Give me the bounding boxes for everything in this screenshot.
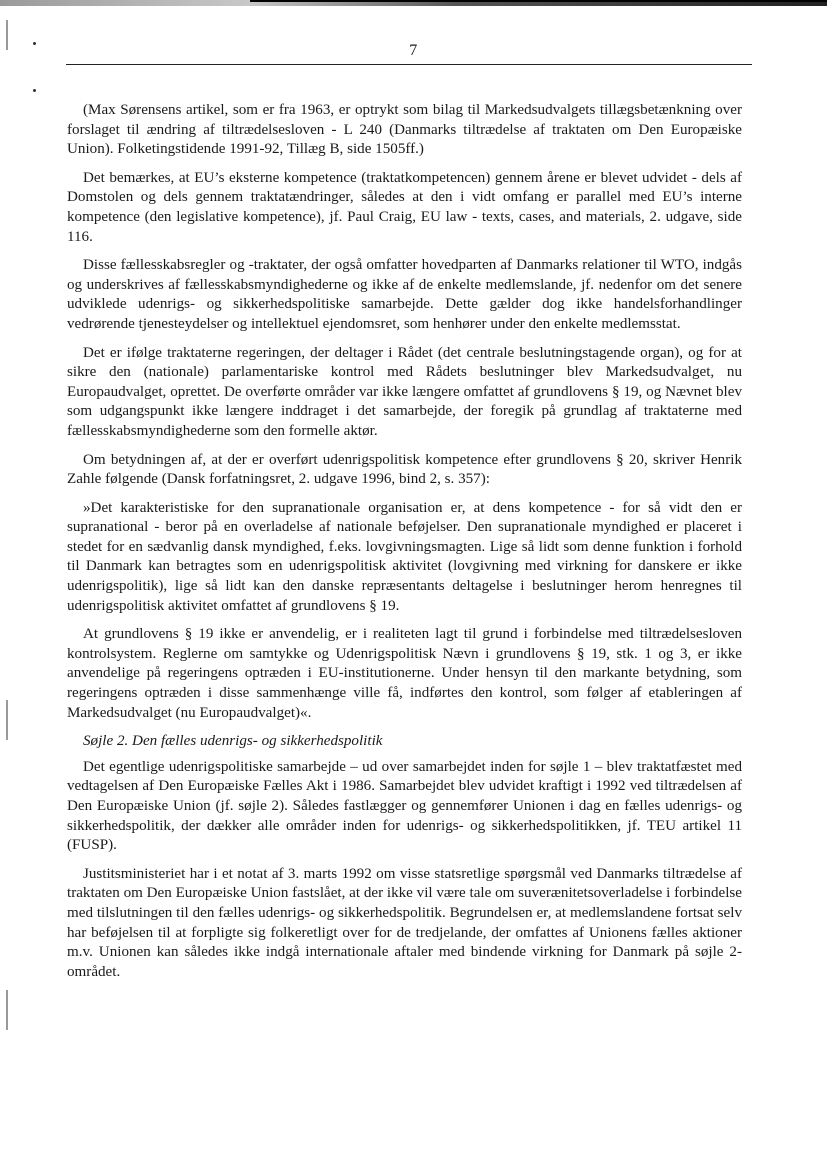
- paragraph: Det bemærkes, at EU’s eksterne kompetence (traktatkompetencen) gennem årene er blevet udvidet - dels af Domstolen og dels gennem traktatændringer, således at den i vidt omfang er parallel med EU’s interne kompetence (den legislative kompetence), jf. Paul Craig, EU law - texts, cases, and materials, 2. udgave, side 116.: [67, 169, 742, 245]
- document-body: [67, 101, 742, 991]
- quote-paragraph: At grundlovens § 19 ikke er anvendelig, er i realiteten lagt til grund i forbindelse med tiltrædelsesloven kontrolsystem. Reglerne om samtykke og Udenrigspolitisk Nævn i grundlovens § 19, stk. 1 og 3, er ikke anvendelige på regeringens optræden i EU-institutionerne. Under hensyn til den markante betydning, som regeringens optræden i disse sammenhænge ville få, indførtes den kontrol, som følger af etableringen af Markedsudvalget (nu Europaudvalget)«.: [67, 626, 742, 721]
- scan-edge-line: [250, 0, 827, 2]
- page-number: 7: [409, 42, 418, 59]
- paragraph: Om betydningen af, at der er overført udenrigspolitisk kompetence efter grundlovens § 20, skriver Henrik Zahle følgende (Dansk forfatningsret, 2. udgave 1996, bind 2, s. 357):: [67, 451, 742, 488]
- scan-speck: [33, 89, 36, 92]
- paragraph: Disse fællesskabsregler og -traktater, der også omfatter hovedparten af Danmarks relationer til WTO, indgås og underskrives af fællesskabsmyndighederne og ikke af de enkelte medlemslande, jf. nedenfor om det senere udviklede udenrigs- og sikkerhedspolitiske samarbejde. Dette gælder dog ikke handelsforhandlinger vedrørende tjenesteydelser og intellektuel ejendomsret, som henhører under den enkelte medlemsstat.: [67, 257, 742, 332]
- quote-paragraph: »Det karakteristiske for den supranationale organisation er, at dens kompetence - for så vidt den er supranational - beror på en overladelse af nationale beføjelser. Den supranationale myndighed er placeret i stedet for en sædvanlig dansk myndighed, f.eks. lovgivningsmagten. Lige så lidt som denne funktion i forhold til Danmark kan betragtes som en udenrigspolitisk aktivitet (lovgivning med virkning for danskere er ikke udenrigspolitik), lige så lidt kan den danske repræsentants deltagelse i beslutninger herom henregnes til udenrigspolitisk aktivitet omfattet af grundlovens § 19.: [67, 499, 742, 614]
- paragraph: Det egentlige udenrigspolitiske samarbejde – ud over samarbejdet inden for søjle 1 – blev traktatfæstet med vedtagelsen af Den Europæiske Fælles Akt i 1986. Samarbejdet blev udvidet kraftigt i 1992 ved tiltrædelsen af Den Europæiske Union (jf. søjle 2). Således fastlægger og gennemfører Unionen i dag en fælles udenrigs- og sikkerhedspolitik, der dækker alle områder inden for udenrigs- og sikkerhedspolitikken, jf. TEU artikel 11 (FUSP).: [67, 758, 742, 854]
- paragraph: Justitsministeriet har i et notat af 3. marts 1992 om visse statsretlige spørgsmål ved Danmarks tiltrædelse af traktaten om Den Europæiske Union fastslået, at der ikke vil være tale om suverænitetsoverladelse i forbindelse med tilslutningen til den fælles udenrigs- og sikkerhedspolitik. Begrundelsen er, at medlemslandene fortsat selv har beføjelsen til at forpligte sig folkeretligt over for de tredjelande, der omfattes af Unionens fælles aktioner m.v. Unionen kan således ikke indgå internationale aftaler med bindende virkning for Danmark på søjle 2-området.: [67, 865, 742, 980]
- scan-margin-mark: [6, 700, 8, 740]
- header-rule: [66, 64, 752, 65]
- paragraph: Det er ifølge traktaterne regeringen, der deltager i Rådet (det centrale beslutningstagende organ), og for at sikre den (nationale) parlamentariske kontrol med Rådets beslutninger blev Markedsudvalget, nu Europaudvalget, oprettet. De overførte områder var ikke længere omfattet af grundlovens § 19, og Nævnet blev som udgangspunkt ikke længere inddraget i det samarbejde, der foregik på grundlag af traktaterne med fællesskabsmyndighederne som den formelle aktør.: [67, 344, 742, 439]
- section-heading: Søjle 2. Den fælles udenrigs- og sikkerhedspolitik: [83, 733, 383, 750]
- paragraph: (Max Sørensens artikel, som er fra 1963, er optrykt som bilag til Markedsudvalgets tillægsbetænkning over forslaget til ændring af tiltrædelsesloven - L 240 (Danmarks tiltrædelse af traktaten om Den Europæiske Union). Folketingstidende 1991-92, Tillæg B, side 1505ff.): [67, 102, 742, 158]
- scan-margin-mark: [6, 990, 8, 1030]
